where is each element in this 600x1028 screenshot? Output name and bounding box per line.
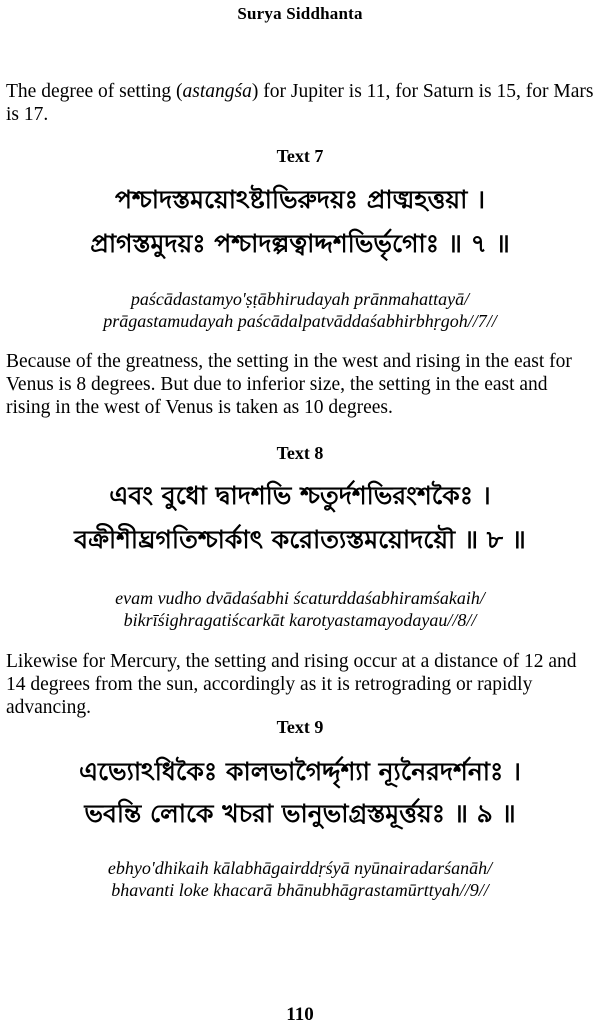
verse-line: প্রাগস্তমুদয়ঃ পশ্চাদল্পত্বাদ্দশভির্ভৃগোঃ ॥ ৭ ॥	[90, 229, 510, 258]
transliteration-line: ebhyo'dhikaih kālabhāgairddṛśyā nyūnairadarśanāh/	[107, 858, 493, 878]
intro-text-after: ) for Jupiter is 11, for Saturn is 15, for Mars is 17.	[6, 81, 594, 125]
section-heading-text-8: Text 8	[276, 443, 324, 463]
page-number: 110	[286, 1004, 314, 1025]
translation-paragraph: Because of the greatness, the setting in the west and rising in the east for Venus is 8 degrees. But due to inferior size, the setting in the east and rising in the west of Venus is taken as 10 degrees.	[6, 351, 572, 418]
verse-line: ভবন্তি লোকে খচরা ভানুভাগ্রস্তমূর্ত্তয়ঃ ॥ ৯ ॥	[84, 799, 516, 828]
verse-line: এবং বুধো দ্বাদশভি শ্চতুর্দশভিরংশকৈঃ ।	[109, 481, 491, 510]
intro-paragraph	[6, 80, 596, 126]
transliteration-line: prāgastamudayah paścādalpatvāddaśabhirbhṛgoh//7//	[103, 311, 497, 331]
translation-paragraph: Likewise for Mercury, the setting and rising occur at a distance of 12 and 14 degrees from the sun, accordingly as it is retrograding or rapidly advancing.	[6, 651, 577, 718]
transliteration-line: evam vudho dvādaśabhi ścaturddaśabhiramśakaih/	[115, 588, 485, 608]
verse-line: এভ্যোঽধিকৈঃ কালভাগৈর্দ্দৃশ্যা ন্যূনৈরদর্শনাঃ ।	[78, 757, 521, 786]
verse-line: পশ্চাদস্তময়োঽষ্টাভিরুদয়ঃ প্রাঙ্মহত্তয়া ।	[114, 185, 486, 214]
transliteration-line: bikrīśighragatiścarkāt karotyastamayodayau//8//	[123, 610, 477, 630]
transliteration-line: bhavanti loke khacarā bhānubhāgrastamūrttyah//9//	[111, 880, 489, 900]
verse-line: বক্রীশীঘ্রগতিশ্চার্কাৎ করোত্যস্তময়োদয়ৌ ॥ ৮ ॥	[74, 525, 526, 554]
transliteration-line: paścādastamyo'ṣṭābhirudayah prānmahattayā/	[130, 289, 470, 309]
intro-text-before: The degree of setting (	[6, 81, 183, 102]
running-head: Surya Siddhanta	[237, 4, 363, 23]
intro-term: astangśa	[182, 81, 252, 102]
section-heading-text-9: Text 9	[276, 717, 324, 737]
section-heading-text-7: Text 7	[276, 146, 324, 166]
